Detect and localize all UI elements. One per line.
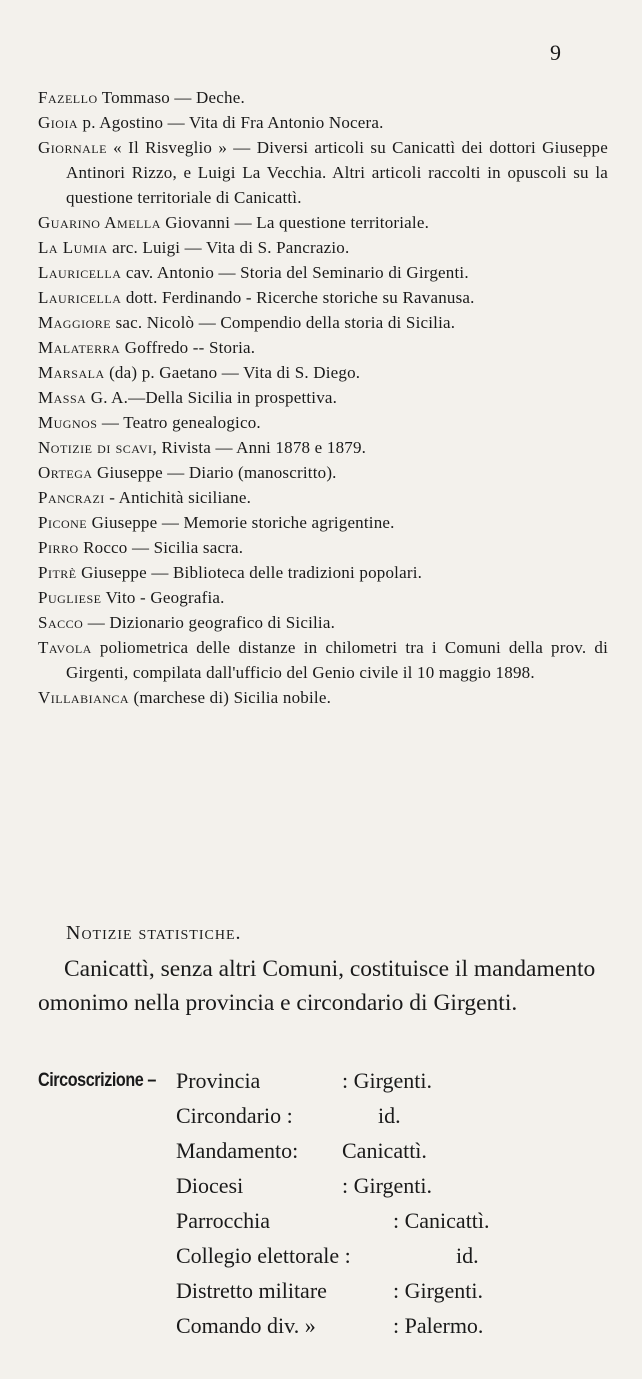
entry-author: Malaterra bbox=[38, 338, 121, 357]
entry-text: — Teatro genealogico. bbox=[97, 413, 261, 432]
circ-row bbox=[176, 1133, 427, 1168]
entry-text: G. A.—Della Sicilia in prospettiva. bbox=[86, 388, 338, 407]
entry-text: - Antichità siciliane. bbox=[104, 488, 252, 507]
bibliography-entry bbox=[38, 685, 608, 710]
entry-text: Vito - Geografia. bbox=[101, 588, 225, 607]
circ-row bbox=[176, 1273, 483, 1308]
entry-author: Pirro bbox=[38, 538, 79, 557]
circ-value: : Palermo. bbox=[393, 1313, 484, 1338]
bibliography-entry bbox=[38, 85, 608, 110]
circ-value: id. bbox=[378, 1103, 401, 1128]
entry-text: Giuseppe — Diario (manoscritto). bbox=[92, 463, 337, 482]
entry-author: Maggiore bbox=[38, 313, 112, 332]
entry-author: Tavola bbox=[38, 638, 92, 657]
entry-author: Picone bbox=[38, 513, 88, 532]
bibliography-list bbox=[38, 85, 608, 710]
entry-author: Lauricella bbox=[38, 263, 122, 282]
circ-row bbox=[176, 1308, 483, 1343]
bibliography-entry bbox=[38, 360, 608, 385]
entry-text: — Dizionario geografico di Sicilia. bbox=[83, 613, 336, 632]
entry-text: sac. Nicolò — Compendio della storia di Sicilia. bbox=[111, 313, 456, 332]
entry-author: Mugnos bbox=[38, 413, 98, 432]
circ-key: Collegio elettorale : bbox=[176, 1243, 351, 1268]
page-number: 9 bbox=[550, 40, 561, 65]
bibliography-entry bbox=[38, 285, 608, 310]
entry-author: Villabianca bbox=[38, 688, 130, 707]
bibliography-entry bbox=[38, 510, 608, 535]
entry-text: (marchese di) Sicilia nobile. bbox=[129, 688, 332, 707]
entry-text: (da) p. Gaetano — Vita di S. Diego. bbox=[104, 363, 361, 382]
entry-author: Marsala bbox=[38, 363, 105, 382]
circ-key: Mandamento: bbox=[176, 1138, 299, 1163]
section-heading: Notizie statistiche. bbox=[66, 922, 242, 944]
entry-author: Ortega bbox=[38, 463, 93, 482]
entry-author: Pugliese bbox=[38, 588, 102, 607]
circ-row bbox=[176, 1168, 432, 1203]
entry-author: Sacco bbox=[38, 613, 84, 632]
circ-row bbox=[176, 1203, 490, 1238]
entry-text: Goffredo -- Storia. bbox=[120, 338, 256, 357]
bibliography-entry bbox=[38, 535, 608, 560]
bibliography-entry bbox=[38, 135, 608, 210]
entry-text: Rocco — Sicilia sacra. bbox=[78, 538, 244, 557]
entry-author: Fazello bbox=[38, 88, 98, 107]
circ-row bbox=[176, 1098, 401, 1133]
bibliography-entry bbox=[38, 410, 608, 435]
entry-text: Giovanni — La questione territoriale. bbox=[160, 213, 430, 232]
entry-author: Giornale bbox=[38, 138, 107, 157]
entry-text: « Il Risveglio » — Diversi articoli su Canicattì dei dottori Giuseppe Antinori Rizzo, e Luigi La Vecchia. Altri articoli raccolti in opuscoli su la questione territoriale di Canicattì. bbox=[66, 138, 608, 207]
bibliography-entry bbox=[38, 210, 608, 235]
circ-row bbox=[176, 1238, 479, 1273]
circ-row bbox=[176, 1063, 432, 1098]
circ-value: : Canicattì. bbox=[393, 1208, 490, 1233]
entry-author: Notizie di scavi bbox=[38, 438, 153, 457]
circ-key: Distretto militare bbox=[176, 1278, 327, 1303]
bibliography-entry bbox=[38, 235, 608, 260]
entry-author: La Lumia bbox=[38, 238, 108, 257]
circ-key: Comando div. » bbox=[176, 1313, 316, 1338]
entry-text: dott. Ferdinando - Ricerche storiche su Ravanusa. bbox=[121, 288, 475, 307]
circ-value: : Girgenti. bbox=[342, 1173, 433, 1198]
bibliography-entry bbox=[38, 460, 608, 485]
bibliography-entry bbox=[38, 385, 608, 410]
circ-value: Canicattì. bbox=[342, 1138, 427, 1163]
circ-value: id. bbox=[456, 1243, 479, 1268]
entry-author: Pitrè bbox=[38, 563, 77, 582]
bibliography-entry bbox=[38, 485, 608, 510]
entry-text: p. Agostino — Vita di Fra Antonio Nocera. bbox=[78, 113, 384, 132]
circ-key: Diocesi bbox=[176, 1173, 244, 1198]
bibliography-entry bbox=[38, 260, 608, 285]
entry-author: Gioia bbox=[38, 113, 79, 132]
bibliography-entry bbox=[38, 435, 608, 460]
circoscrizione-label: Circoscrizione – bbox=[38, 1070, 156, 1091]
entry-text: arc. Luigi — Vita di S. Pancrazio. bbox=[107, 238, 350, 257]
entry-text: Tommaso — Deche. bbox=[97, 88, 245, 107]
bibliography-entry bbox=[38, 310, 608, 335]
entry-text: poliometrica delle distanze in chilometri tra i Comuni della prov. di Girgenti, compilata dall'ufficio del Genio civile il 10 maggio 1898. bbox=[66, 638, 608, 682]
bibliography-entry bbox=[38, 610, 608, 635]
bibliography-entry bbox=[38, 335, 608, 360]
entry-text: Giuseppe — Biblioteca delle tradizioni popolari. bbox=[76, 563, 423, 582]
entry-text: Giuseppe — Memorie storiche agrigentine. bbox=[87, 513, 395, 532]
bibliography-entry bbox=[38, 560, 608, 585]
entry-author: Massa bbox=[38, 388, 87, 407]
circ-key: Circondario : bbox=[176, 1103, 293, 1128]
entry-text: , Rivista — Anni 1878 e 1879. bbox=[152, 438, 367, 457]
circ-key: Parrocchia bbox=[176, 1208, 271, 1233]
entry-author: Lauricella bbox=[38, 288, 122, 307]
paragraph-text: Canicattì, senza altri Comuni, costituisce il mandamento omonimo nella provincia e circondario di Girgenti. bbox=[38, 956, 596, 1016]
circ-key: Provincia bbox=[176, 1068, 261, 1093]
stats-paragraph bbox=[38, 952, 608, 1020]
bibliography-entry bbox=[38, 110, 608, 135]
circ-value: : Girgenti. bbox=[342, 1068, 433, 1093]
circ-value: : Girgenti. bbox=[393, 1278, 484, 1303]
bibliography-entry bbox=[38, 635, 608, 685]
entry-author: Guarino Amella bbox=[38, 213, 161, 232]
bibliography-entry bbox=[38, 585, 608, 610]
entry-text: cav. Antonio — Storia del Seminario di Girgenti. bbox=[121, 263, 469, 282]
entry-author: Pancrazi bbox=[38, 488, 105, 507]
